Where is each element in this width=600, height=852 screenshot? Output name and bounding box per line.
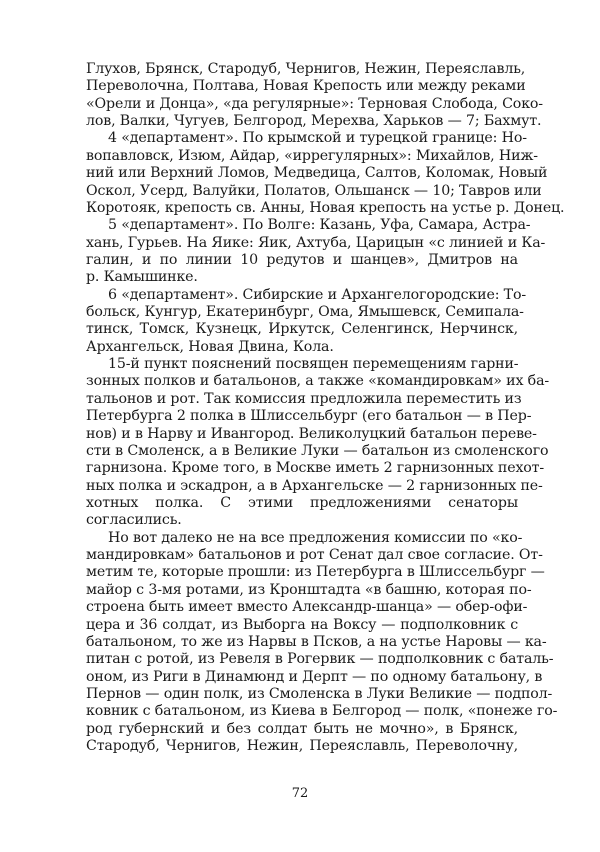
- text-line: батальоном, то же из Нарвы в Псков, а на устье Наровы — ка-: [86, 633, 547, 650]
- text-line: «Орели и Донца», «да регулярные»: Терновая Слобода, Соко-: [86, 95, 543, 112]
- text-line: майор с 3-мя ротами, из Кронштадта «в башню, которая по-: [86, 581, 532, 598]
- text-line: хотных полка. С этими предложениями сенаторы: [86, 494, 518, 511]
- paragraph: [86, 356, 550, 530]
- text-line: мандировкам» батальонов и рот Сенат дал свое согласие. От-: [86, 547, 543, 564]
- text-line: Архангельск, Новая Двина, Кола.: [86, 338, 334, 355]
- text-line: Переволочна, Полтава, Новая Крепость или между реками: [86, 78, 526, 95]
- text-line: Петербурга 2 полка в Шлиссельбург (его батальон — в Пер-: [86, 408, 532, 425]
- text-line: метим те, которые прошли: из Петербурга в Шлиссельбург —: [86, 564, 545, 581]
- text-line: Стародуб, Чернигов, Нежин, Переяславль, Переволочну,: [86, 738, 518, 755]
- text-line: Коротояк, крепость св. Анны, Новая крепость на устье р. Донец.: [86, 199, 565, 216]
- text-line: вопавловск, Изюм, Айдар, «иррегулярных»: Михайлов, Ниж-: [86, 147, 538, 164]
- paragraph: [86, 130, 565, 217]
- text-line: нов) и в Нарву и Ивангород. Великолуцкий батальон переве-: [86, 425, 537, 442]
- text-line: сти в Смоленск, а в Великие Луки — батальон из смоленского: [86, 442, 549, 459]
- text-line: зонных полков и батальонов, а также «командировкам» их ба-: [86, 373, 550, 390]
- text-line: больск, Кунгур, Екатеринбург, Ома, Ямышевск, Семипала-: [86, 304, 524, 321]
- document-body: [86, 61, 565, 755]
- text-line: цера и 36 солдат, из Выборга на Воксу — подполковник с: [86, 616, 518, 633]
- text-line: 5 «департамент». По Волге: Казань, Уфа, Самара, Астра-: [108, 217, 531, 234]
- text-line: 15-й пункт пояснений посвящен перемещениям гарни-: [108, 356, 519, 373]
- text-line: 6 «департамент». Сибирские и Архангелогородские: То-: [108, 286, 527, 303]
- page-number: 72: [291, 786, 309, 801]
- paragraph: [86, 61, 543, 130]
- text-line: Но вот далеко не на все предложения комиссии по «ко-: [108, 529, 523, 546]
- text-line: галин, и по линии 10 редутов и шанцев», Дмитров на: [86, 251, 518, 268]
- text-line: оном, из Риги в Динамюнд и Дерпт — по одному батальону, в: [86, 668, 543, 685]
- text-line: род губернский и без солдат быть не мочно», в Брянск,: [86, 720, 518, 737]
- text-line: питан с ротой, из Ревеля в Рогервик — подполковник с баталь-: [86, 651, 554, 668]
- text-line: тальонов и рот. Так комиссия предложила переместить из: [86, 390, 522, 407]
- text-line: р. Камышинке.: [86, 269, 198, 286]
- text-line: ний или Верхний Ломов, Медведица, Салтов, Коломак, Новый: [86, 165, 548, 182]
- text-line: согласились.: [86, 512, 182, 529]
- text-line: тинск, Томск, Кузнецк, Иркутск, Селенгинск, Нерчинск,: [86, 321, 518, 338]
- paragraph: [86, 529, 558, 756]
- paragraph: [86, 217, 546, 286]
- text-line: Глухов, Брянск, Стародуб, Чернигов, Нежин, Переяславль,: [86, 61, 526, 77]
- text-line: лов, Валки, Чугуев, Белгород, Мерехва, Харьков — 7; Бахмут.: [86, 113, 542, 130]
- text-line: ковник с батальоном, из Киева в Белгород — полк, «понеже го-: [86, 703, 558, 720]
- paragraph: [86, 286, 527, 356]
- text-line: хань, Гурьев. На Яике: Яик, Ахтуба, Царицын «с линией и Ка-: [86, 234, 546, 251]
- text-line: гарнизона. Кроме того, в Москве иметь 2 гарнизонных пехот-: [86, 460, 545, 477]
- text-line: ных полка и эскадрон, а в Архангельске — 2 гарнизонных пе-: [86, 477, 543, 494]
- text-line: строена быть имеет вместо Александр-шанца» — обер-офи-: [86, 599, 528, 616]
- text-line: Оскол, Усерд, Валуйки, Полатов, Ольшанск — 10; Тавров или: [86, 182, 542, 199]
- text-line: Пернов — один полк, из Смоленска в Луки Великие — подпол-: [86, 685, 553, 702]
- text-line: 4 «департамент». По крымской и турецкой границе: Но-: [108, 130, 527, 147]
